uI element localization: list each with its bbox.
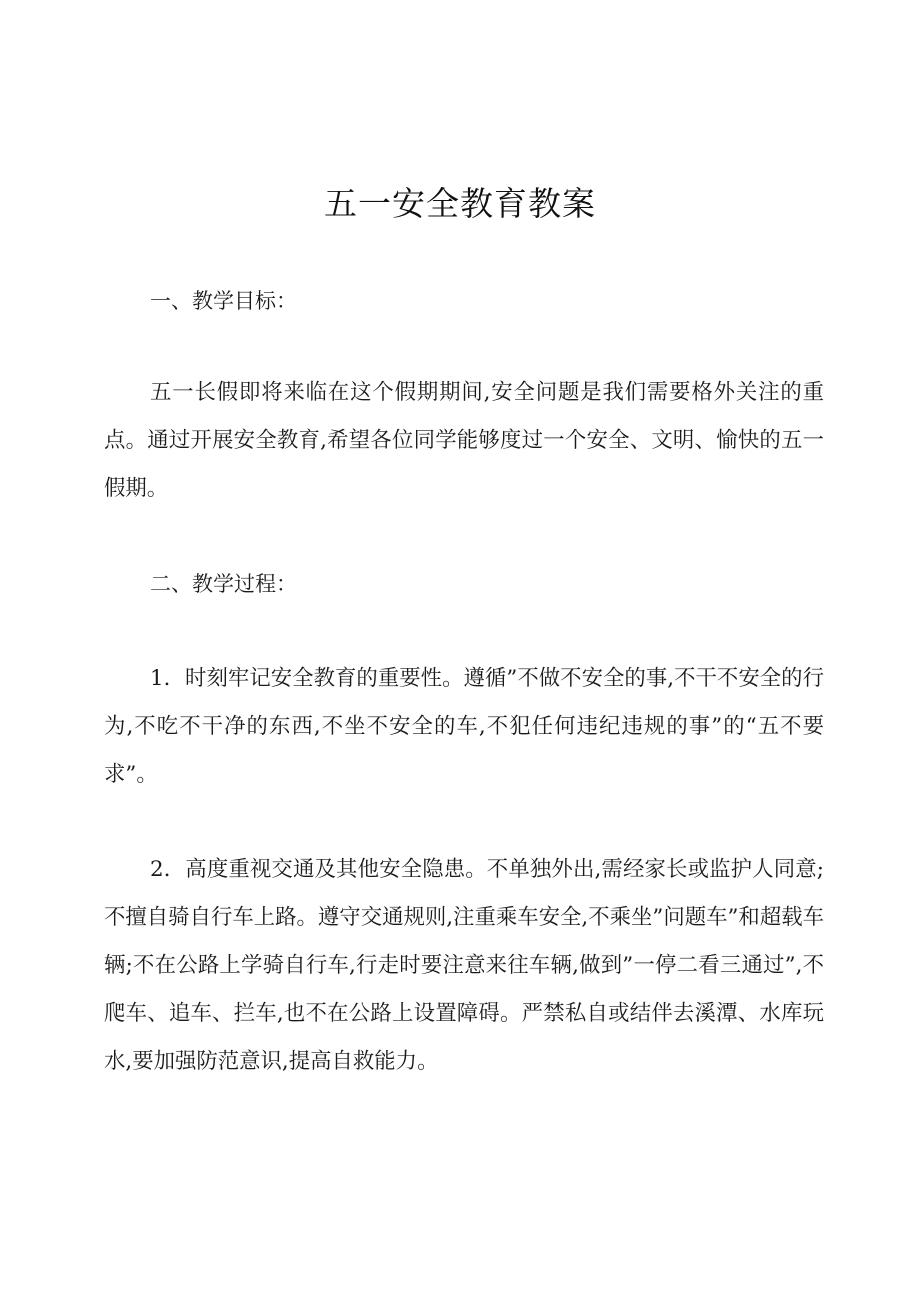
section-heading-objectives: 一、教学目标： xyxy=(150,289,297,313)
process-item-1: 1．时刻牢记安全教育的重要性。遵循”不做不安全的事,不干不安全的行为,不吃不干净的东西,不坐不安全的车,不犯任何违纪违规的事”的“五不要求”。 xyxy=(104,666,824,787)
page-title: 五一安全教育教案 xyxy=(324,184,596,223)
section-heading-process: 二、教学过程： xyxy=(150,572,297,596)
process-item-2: 2．高度重视交通及其他安全隐患。不单独外出,需经家长或监护人同意;不擅自骑自行车上路。遵守交通规则,注重乘车安全,不乘坐”问题车”和超载车辆;不在公路上学骑自行车,行走时要注意来往车辆,做到”一停二看三通过”,不爬车、追车、拦车,也不在公路上设置障碍。严禁私自或结伴去溪潭、水库玩水,要加强防范意识,提高自救能力。 xyxy=(104,857,824,1074)
objectives-paragraph: 五一长假即将来临在这个假期期间,安全问题是我们需要格外关注的重点。通过开展安全教育,希望各位同学能够度过一个安全、文明、愉快的五一假期。 xyxy=(104,380,824,501)
